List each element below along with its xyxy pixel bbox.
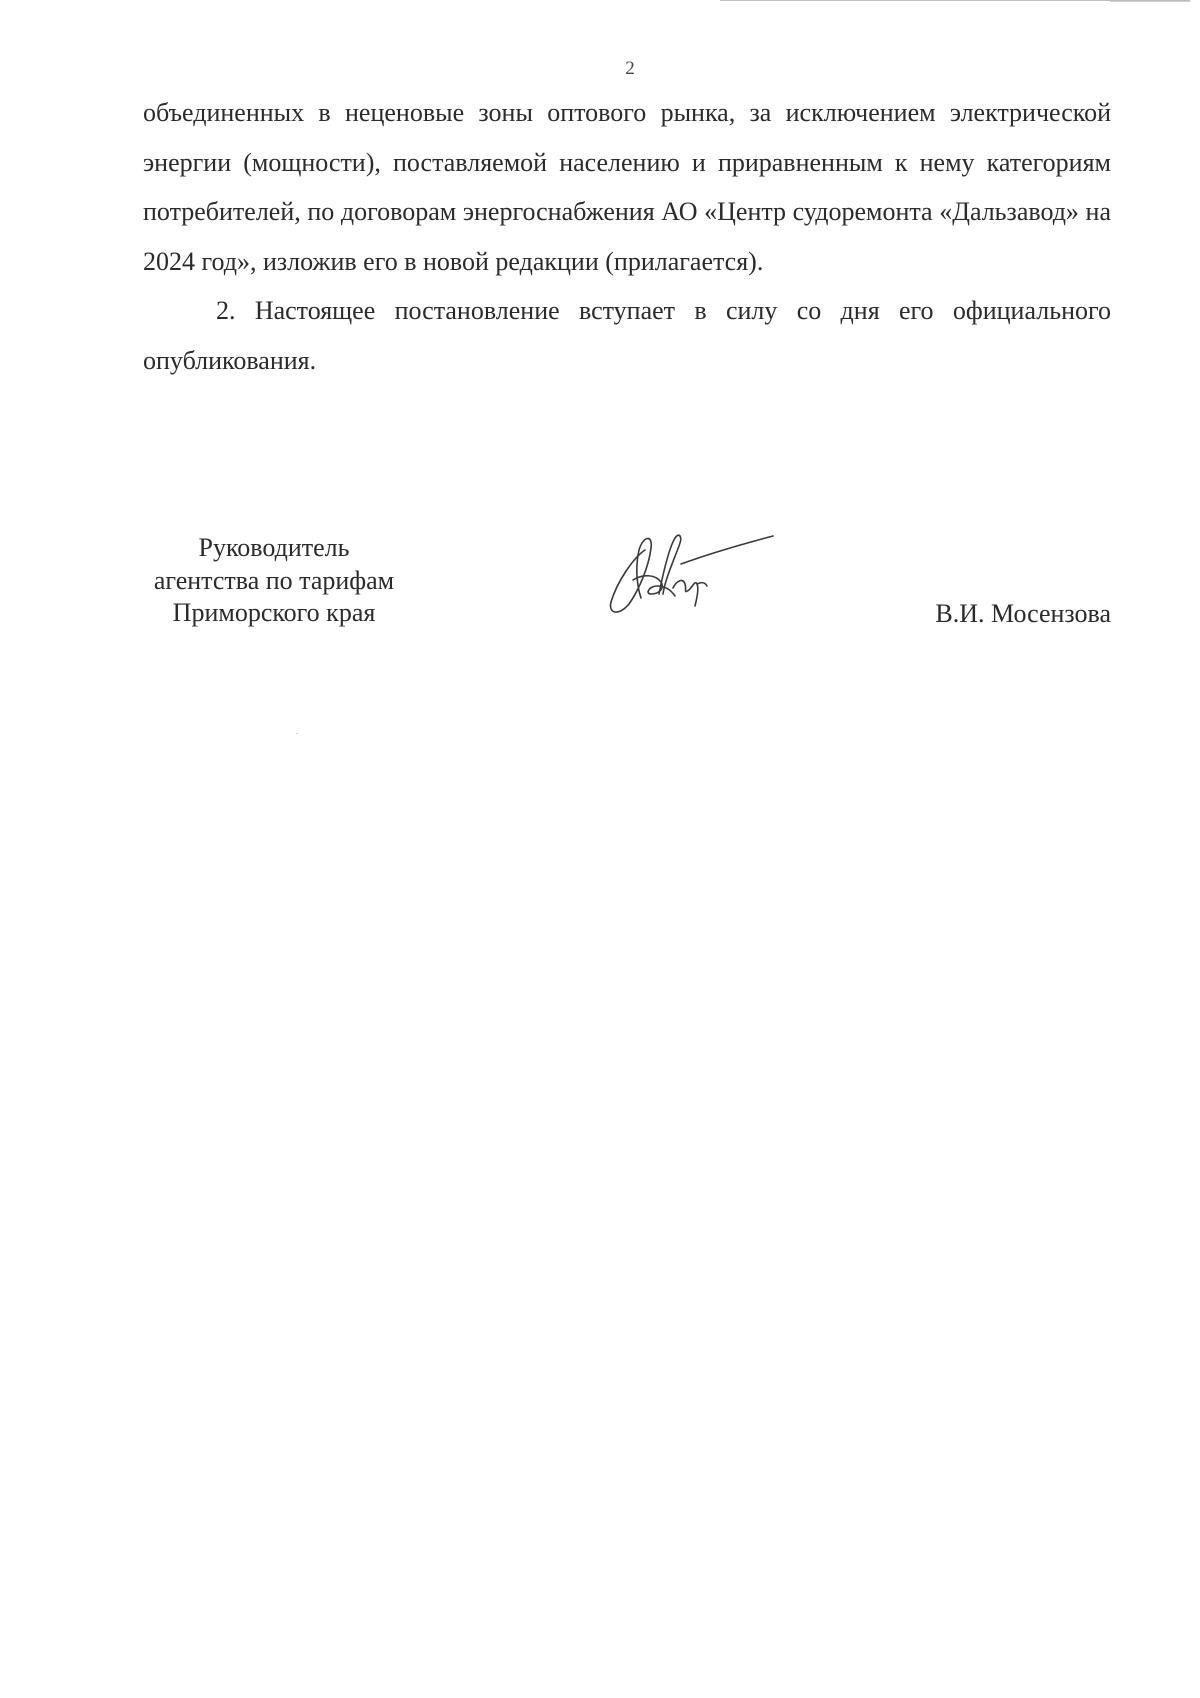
signer-position [143, 532, 405, 630]
signer-position-line: агентства по тарифам [153, 565, 395, 595]
page-number: 2 [625, 58, 635, 79]
paragraph-effective-date: 2. Настоящее постановление вступает в силу со дня его официального опубликования. [143, 296, 1111, 375]
handwritten-signature-icon [603, 524, 783, 619]
scan-speck [296, 733, 298, 734]
paragraph-continuation: объединенных в неценовые зоны оптового рынка, за исключением электрической энергии (мощности), поставляемой населению и приравненным к нему категориям потребителей, по договорам энергоснабжения АО «Центр судоремонта «Дальзавод» на 2024 год», изложив его в новой редакции (прилагается). [143, 98, 1111, 276]
signature-block [143, 532, 1111, 642]
document-body [143, 88, 1111, 385]
signer-name: В.И. Мосензова [935, 599, 1111, 628]
scan-edge-line [1110, 1, 1190, 2]
signer-position-line: Руководитель [198, 533, 350, 562]
signer-position-line: Приморского края [172, 598, 376, 627]
